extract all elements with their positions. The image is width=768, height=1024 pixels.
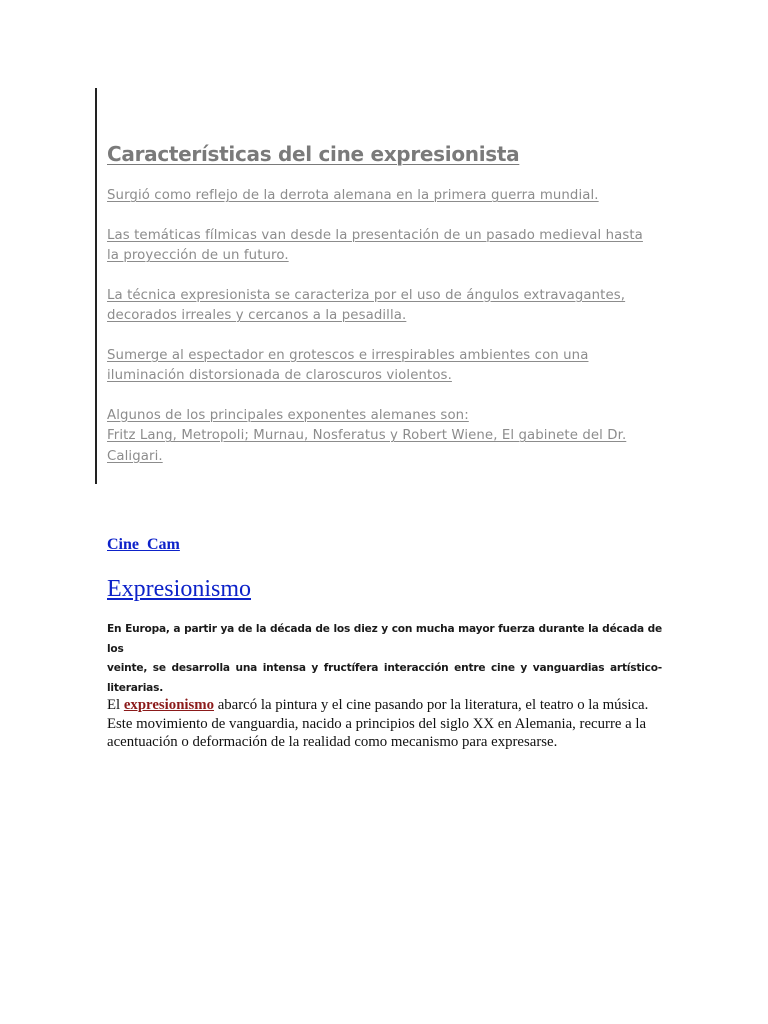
paragraph-line: Fritz Lang, Metropoli; Murnau, Nosferatus y Robert Wiene, El gabinete del Dr. [107,428,627,443]
paragraph-line: literarias. [107,681,164,694]
text-rest: abarcó la pintura y el cine pasando por la literatura, el teatro o la música. [214,697,649,713]
paragraph-line: Surgió como reflejo de la derrota alemana en la primera guerra mundial. [107,188,599,203]
paragraph-line [107,696,667,715]
expressionism-body-paragraph [107,696,667,752]
paragraph-line: Las temáticas fílmicas van desde la presentación de un pasado medieval hasta [107,227,643,243]
paragraph-line: Este movimiento de vanguardia, nacido a principios del siglo XX en Alemania, recurre a la [107,715,647,732]
characteristics-section [107,140,667,486]
expresionismo-title-link[interactable]: Expresionismo [107,576,251,602]
paragraph-line: En Europa, a partir ya de la década de los diez y con mucha mayor fuerza durante la década de los [107,623,662,655]
paragraph-line: decorados irreales y cercanos a la pesadilla. [107,308,407,323]
paragraph-line: Caligari. [107,448,163,464]
paragraph-atmosphere[interactable] [107,346,667,387]
paragraph-origin[interactable] [107,186,667,207]
paragraph-line: Algunos de los principales exponentes alemanes son: [107,407,469,423]
cine-cam-link[interactable]: Cine Cam [107,536,180,553]
paragraph-line: La técnica expresionista se caracteriza por el uso de ángulos extravagantes, [107,287,626,303]
expresionismo-inline-link[interactable]: expresionismo [123,697,215,713]
text-prefix: El [107,697,124,713]
paragraph-technique[interactable] [107,286,667,327]
left-margin-rule [95,88,97,484]
section-heading[interactable]: Características del cine expresionista [107,142,520,166]
paragraph-line: iluminación distorsionada de claroscuros violentos. [107,368,452,383]
paragraph-themes[interactable] [107,226,667,267]
paragraph-line: acentuación o deformación de la realidad como mecanismo para expresarse. [107,734,558,751]
paragraph-line: la proyección de un futuro. [107,248,289,263]
europe-paragraph [107,620,662,698]
paragraph-line: veinte, se desarrolla una intensa y fructífera interacción entre cine y vanguardias artístico- [107,662,662,675]
paragraph-line: Sumerge al espectador en grotescos e irrespirables ambientes con una [107,347,589,363]
paragraph-exponents[interactable] [107,406,667,468]
